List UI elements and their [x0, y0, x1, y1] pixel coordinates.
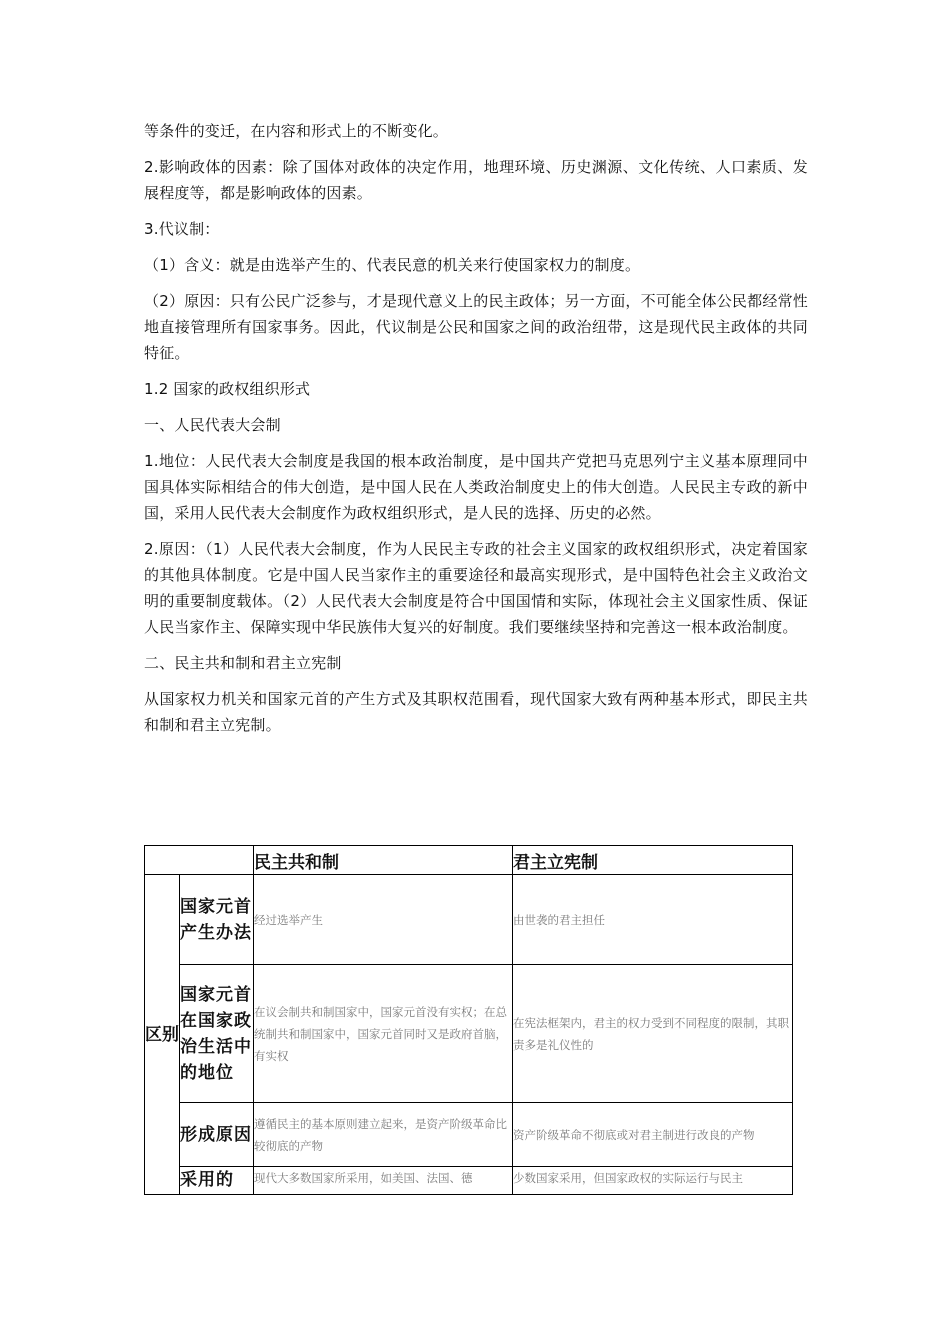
cell-monarchy: 少数国家采用，但国家政权的实际运行与民主 [513, 1167, 793, 1195]
row-label: 国家元首产生办法 [180, 875, 254, 965]
paragraph-forms: 从国家权力机关和国家元首的产生方式及其职权范围看，现代国家大致有两种基本形式，即民主共和制和君主立宪制。 [144, 690, 808, 734]
paragraph-meaning: （1）含义：就是由选举产生的、代表民意的机关来行使国家权力的制度。 [144, 256, 641, 274]
table-row [145, 965, 793, 1103]
comparison-table [144, 845, 793, 1195]
table-row [145, 1103, 793, 1167]
paragraph-representative-heading: 3.代议制： [144, 220, 220, 238]
cell-monarchy: 由世袭的君主担任 [513, 875, 793, 965]
row-label: 采用的 [180, 1167, 254, 1195]
document-body [144, 118, 808, 748]
subsection-heading-republic-monarchy: 二、民主共和制和君主立宪制 [144, 654, 342, 672]
paragraph-status: 1.地位：人民代表大会制度是我国的根本政治制度，是中国共产党把马克思列宁主义基本原理同中国具体实际相结合的伟大创造，是中国人民在人类政治制度史上的伟大创造。人民民主专政的新中国，采用人民代表大会制度作为政权组织形式，是人民的选择、历史的必然。 [144, 452, 808, 522]
cell-republic: 现代大多数国家所采用，如美国、法国、德 [254, 1167, 513, 1195]
cell-monarchy: 资产阶级革命不彻底或对君主制进行改良的产物 [513, 1103, 793, 1167]
paragraph-reason: （2）原因：只有公民广泛参与，才是现代意义上的民主政体；另一方面，不可能全体公民都经常性地直接管理所有国家事务。因此，代议制是公民和国家之间的政治纽带，这是现代民主政体的共同特征。 [144, 292, 808, 362]
side-label-difference: 区别 [145, 875, 180, 1195]
paragraph-continuation: 等条件的变迁，在内容和形式上的不断变化。 [144, 122, 449, 140]
table-row [145, 1167, 793, 1195]
subsection-heading-npc: 一、人民代表大会制 [144, 416, 281, 434]
cell-monarchy: 在宪法框架内，君主的权力受到不同程度的限制，其职责多是礼仪性的 [513, 965, 793, 1103]
row-label: 国家元首在国家政治生活中的地位 [180, 965, 254, 1103]
table-row [145, 875, 793, 965]
table-header-row [145, 846, 793, 875]
header-republic: 民主共和制 [254, 846, 513, 875]
row-label: 形成原因 [180, 1103, 254, 1167]
paragraph-npc-reason: 2.原因：（1）人民代表大会制度，作为人民民主专政的社会主义国家的政权组织形式，决定着国家的其他具体制度。它是中国人民当家作主的重要途径和最高实现形式，是中国特色社会主义政治文明的重要制度载体。（2）人民代表大会制度是符合中国国情和实际，体现社会主义国家性质、保证人民当家作主、保障实现中华民族伟大复兴的好制度。我们要继续坚持和完善这一根本政治制度。 [144, 540, 808, 636]
cell-republic: 经过选举产生 [254, 875, 513, 965]
cell-republic: 在议会制共和制国家中，国家元首没有实权；在总统制共和制国家中，国家元首同时又是政府首脑，有实权 [254, 965, 513, 1103]
section-heading: 1.2 国家的政权组织形式 [144, 380, 311, 398]
cell-republic: 遵循民主的基本原则建立起来，是资产阶级革命比较彻底的产物 [254, 1103, 513, 1167]
header-monarchy: 君主立宪制 [513, 846, 793, 875]
paragraph-factors: 2.影响政体的因素：除了国体对政体的决定作用，地理环境、历史渊源、文化传统、人口素质、发展程度等，都是影响政体的因素。 [144, 158, 808, 202]
table-corner-cell [145, 846, 254, 875]
